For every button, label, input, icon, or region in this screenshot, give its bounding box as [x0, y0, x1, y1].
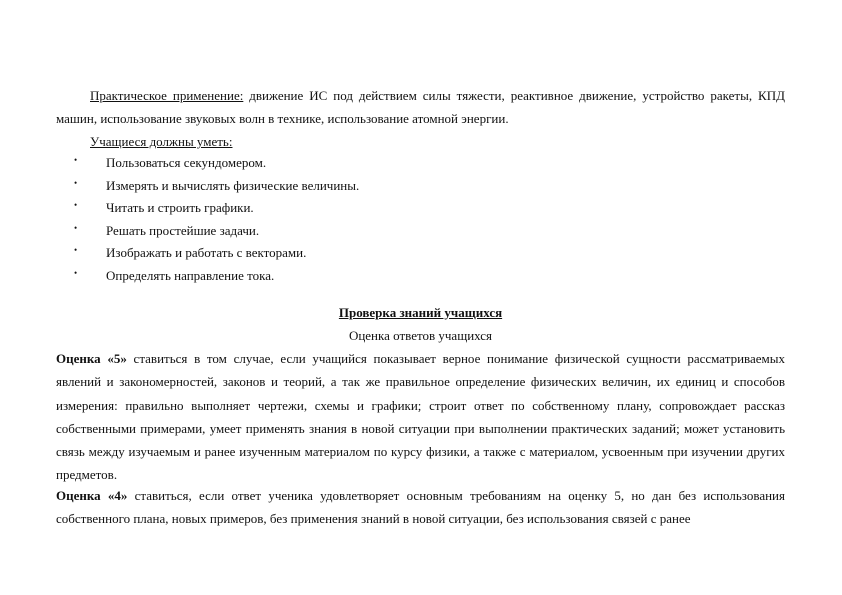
list-item-text: Решать простейшие задачи.	[106, 222, 260, 238]
grade-5-label: Оценка «5»	[56, 351, 127, 366]
bullet-icon: •	[74, 200, 78, 210]
practical-application-text: движение ИС под действием силы тяжести, реактивное движение, устройство ракеты, КПД машин, использование звуковых волн в технике, использование атомной энергии.	[56, 88, 785, 126]
list-item	[56, 197, 785, 220]
bullet-icon: •	[74, 155, 78, 165]
skills-list	[56, 152, 785, 287]
grade-4-label: Оценка «4»	[56, 488, 128, 503]
list-item-text: Изображать и работать с векторами.	[106, 245, 307, 260]
practical-application-label: Практическое применение:	[90, 88, 244, 103]
grade-4-text: ставиться, если ответ ученика удовлетворяет основным требованиям на оценку 5, но дан без использования собственного плана, новых примеров, без применения знаний в новой ситуации, без использования связей с ранее	[56, 488, 785, 527]
list-item-text: Измерять и вычислять физические величины.	[106, 177, 360, 193]
grade-4-paragraph	[56, 484, 785, 531]
grade-5-paragraph	[56, 347, 785, 487]
section-subtitle: Оценка ответов учащихся	[348, 328, 493, 343]
list-item-text: Пользоваться секундомером.	[106, 155, 267, 170]
practical-application-paragraph	[56, 84, 785, 130]
list-item	[56, 220, 785, 243]
bullet-icon: •	[74, 267, 78, 278]
grade-5-text: ставиться в том случае, если учащийся показывает верное понимание физической сущности рассматриваемых явлений и закономерностей, законов и теорий, а так же правильное определение физических величин, их единиц и способов измерения: правильно выполняет чертежи, схемы и графики; строит ответ по собственному плану, сопровождает рассказ собственными примерами, умеет применять знания в новой ситуации при выполнении практических заданий; может установить связь между изучаемым и ранее изученным материалом по курсу физики, а также с материалом, усвоенным при изучении других предметов.	[56, 351, 786, 483]
list-item	[56, 265, 785, 288]
section-title: Проверка знаний учащихся	[338, 305, 503, 320]
list-item	[56, 242, 785, 265]
bullet-icon: •	[74, 245, 78, 255]
list-item	[56, 175, 785, 198]
list-item-text: Определять направление тока.	[106, 267, 275, 283]
bullet-icon: •	[74, 177, 78, 188]
list-item-text: Читать и строить графики.	[106, 200, 254, 215]
bullet-icon: •	[74, 222, 78, 233]
skills-heading: Учащиеся должны уметь:	[90, 134, 233, 149]
list-item	[56, 152, 785, 175]
